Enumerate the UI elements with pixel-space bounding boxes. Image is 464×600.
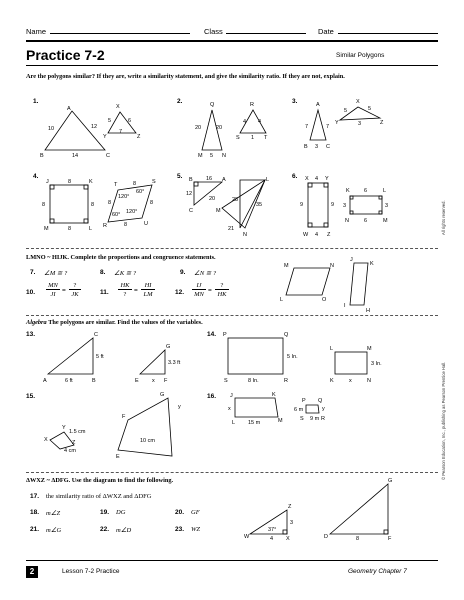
svg-text:R: R <box>103 223 107 229</box>
svg-text:J: J <box>46 179 49 185</box>
instructions-3: Algebra The polygons are similar. Find the values of the variables. <box>26 319 203 326</box>
svg-text:4: 4 <box>258 119 262 125</box>
problem-number-1: 1. <box>33 98 39 105</box>
svg-text:3: 3 <box>290 520 294 526</box>
problem-number-9: 9. <box>180 269 186 276</box>
problem-12-num1: IJ <box>192 282 206 290</box>
svg-text:8: 8 <box>150 200 154 206</box>
problem-number-21: 21. <box>30 526 40 533</box>
svg-text:K: K <box>330 378 334 384</box>
svg-text:12: 12 <box>91 124 98 130</box>
svg-text:L: L <box>280 297 284 303</box>
svg-text:T: T <box>264 135 268 141</box>
class-label: Class <box>204 27 223 36</box>
svg-text:Y: Y <box>325 176 329 182</box>
problem-17-text: the similarity ratio of ΔWXZ and ΔDFG <box>46 493 152 500</box>
svg-text:A: A <box>316 102 320 108</box>
problem-11-den2: LM <box>143 291 153 298</box>
instructions-4: ΔWXZ ~ ΔDFG. Use the diagram to find the following. <box>26 477 174 484</box>
svg-text:D: D <box>324 534 328 540</box>
figure-wxz-dfg <box>230 472 410 552</box>
svg-text:B: B <box>189 177 193 183</box>
svg-text:x: x <box>152 378 155 384</box>
svg-text:F: F <box>164 378 168 384</box>
svg-text:X: X <box>116 104 120 110</box>
svg-text:X: X <box>356 99 360 105</box>
page-title: Practice 7-2 <box>26 47 105 63</box>
name-label: Name <box>26 27 47 36</box>
svg-text:28: 28 <box>232 197 239 203</box>
svg-text:Q: Q <box>318 398 323 404</box>
svg-text:N: N <box>330 263 334 269</box>
footer-chapter: Geometry Chapter 7 <box>348 568 407 575</box>
problem-number-18: 18. <box>30 509 40 516</box>
svg-text:N: N <box>345 218 349 224</box>
svg-text:M: M <box>216 208 221 214</box>
svg-text:6 m: 6 m <box>294 407 304 413</box>
svg-text:120°: 120° <box>126 209 138 215</box>
svg-text:C: C <box>106 153 110 159</box>
svg-text:1.5 cm: 1.5 cm <box>69 429 86 435</box>
svg-text:Y: Y <box>62 425 66 431</box>
svg-text:6: 6 <box>128 118 132 124</box>
problem-22-text: m∠D <box>116 527 132 534</box>
svg-text:12: 12 <box>186 191 193 197</box>
svg-text:K: K <box>272 392 276 398</box>
svg-text:O: O <box>322 297 327 303</box>
svg-text:6: 6 <box>364 218 368 224</box>
svg-text:8: 8 <box>124 222 128 228</box>
svg-text:y: y <box>322 406 325 412</box>
problem-number-23: 23. <box>175 526 185 533</box>
problem-number-13: 13. <box>26 331 36 338</box>
svg-text:9: 9 <box>331 202 335 208</box>
problem-12-den2: HK <box>217 291 227 298</box>
svg-text:9 m: 9 m <box>310 416 320 422</box>
svg-text:J: J <box>230 393 233 399</box>
problem-12-den1: MN <box>194 291 204 298</box>
svg-text:5 ft: 5 ft <box>96 354 104 360</box>
svg-text:7: 7 <box>305 124 309 130</box>
svg-text:M: M <box>44 226 49 232</box>
problem-20-text: GF <box>191 509 200 516</box>
problem-10-den2: JK <box>71 291 79 298</box>
svg-text:W: W <box>303 232 309 238</box>
problem-11-num2: HI <box>141 282 155 290</box>
svg-text:x: x <box>228 406 231 412</box>
svg-text:3.3 ft: 3.3 ft <box>168 360 181 366</box>
svg-text:3: 3 <box>343 203 347 209</box>
svg-text:3: 3 <box>315 144 319 150</box>
problem-number-11: 11. <box>100 289 109 296</box>
svg-text:60°: 60° <box>136 189 145 195</box>
svg-text:G: G <box>166 344 171 350</box>
svg-text:A: A <box>222 177 226 183</box>
svg-text:21: 21 <box>228 226 235 232</box>
svg-text:R: R <box>321 416 325 422</box>
svg-text:S: S <box>300 416 304 422</box>
svg-text:L: L <box>330 346 334 352</box>
svg-text:X: X <box>305 176 309 182</box>
svg-text:37°: 37° <box>268 527 277 533</box>
svg-text:F: F <box>122 414 126 420</box>
page-subtitle: Similar Polygons <box>336 52 385 59</box>
svg-text:15 m: 15 m <box>248 420 261 426</box>
svg-text:8: 8 <box>42 202 46 208</box>
problem-number-8: 8. <box>100 269 106 276</box>
svg-text:4: 4 <box>270 536 274 542</box>
svg-text:14: 14 <box>72 153 79 159</box>
svg-text:C: C <box>94 332 98 338</box>
problem-9-text: ∠N ≅ ? <box>194 270 217 277</box>
svg-text:Z: Z <box>137 134 141 140</box>
svg-text:3: 3 <box>358 121 362 127</box>
page-number: 2 <box>26 566 38 578</box>
svg-text:5: 5 <box>368 106 372 112</box>
svg-text:G: G <box>160 392 165 398</box>
svg-text:35: 35 <box>256 202 263 208</box>
svg-text:A: A <box>67 106 71 112</box>
problem-number-3: 3. <box>292 98 298 105</box>
svg-text:3: 3 <box>385 203 389 209</box>
svg-text:8: 8 <box>68 179 72 185</box>
svg-text:3 In.: 3 In. <box>371 361 382 367</box>
svg-text:5 In.: 5 In. <box>287 354 298 360</box>
svg-text:L: L <box>89 226 93 232</box>
problem-10-num1: MN <box>46 282 60 290</box>
svg-text:S: S <box>224 378 228 384</box>
svg-text:4: 4 <box>243 119 247 125</box>
svg-text:T: T <box>114 182 118 188</box>
problem-18-text: m∠Z <box>46 510 61 517</box>
svg-text:S: S <box>236 135 240 141</box>
svg-text:8 In.: 8 In. <box>248 378 259 384</box>
problem-number-5: 5. <box>177 173 183 180</box>
svg-text:R: R <box>284 378 288 384</box>
svg-text:8: 8 <box>356 536 360 542</box>
svg-text:x: x <box>349 378 352 384</box>
problem-10-den1: JI <box>50 291 56 298</box>
svg-text:L: L <box>232 420 236 426</box>
problem-23-text: WZ <box>191 526 201 533</box>
svg-text:8: 8 <box>68 226 72 232</box>
svg-text:E: E <box>135 378 139 384</box>
svg-text:20: 20 <box>216 125 223 131</box>
svg-text:1: 1 <box>251 135 255 141</box>
svg-text:120°: 120° <box>118 194 130 200</box>
svg-text:M: M <box>383 218 388 224</box>
problem-8-text: ∠K ≅ ? <box>114 270 137 277</box>
svg-text:y: y <box>178 404 181 410</box>
svg-text:Z: Z <box>380 120 384 126</box>
date-label: Date <box>318 27 334 36</box>
problem-11-den1: ? <box>123 291 127 298</box>
svg-text:X: X <box>286 536 290 542</box>
problem-number-10: 10. <box>26 289 36 296</box>
svg-text:5: 5 <box>344 108 348 114</box>
svg-text:K: K <box>370 261 374 267</box>
svg-text:F: F <box>388 536 392 542</box>
problem-7-text: ∠M ≅ ? <box>44 270 68 277</box>
svg-text:I: I <box>344 303 346 309</box>
svg-text:P: P <box>302 398 306 404</box>
svg-text:6: 6 <box>364 188 368 194</box>
svg-text:M: M <box>367 346 372 352</box>
svg-text:Y: Y <box>335 120 339 126</box>
svg-text:Y: Y <box>103 134 107 140</box>
svg-text:Z: Z <box>72 440 76 446</box>
problem-number-15: 15. <box>26 393 36 400</box>
rights-text: All rights reserved. <box>441 200 446 235</box>
problem-number-2: 2. <box>177 98 183 105</box>
problem-11-num1: HK <box>118 282 132 290</box>
svg-text:M: M <box>198 153 203 159</box>
svg-text:B: B <box>92 378 96 384</box>
svg-text:7: 7 <box>326 124 330 130</box>
svg-text:J: J <box>350 257 353 263</box>
svg-text:C: C <box>326 144 330 150</box>
svg-text:W: W <box>244 534 250 540</box>
svg-text:4: 4 <box>315 176 319 182</box>
svg-text:N: N <box>367 378 371 384</box>
svg-text:4: 4 <box>315 232 319 238</box>
svg-text:S: S <box>152 179 156 185</box>
svg-text:L: L <box>383 188 387 194</box>
svg-text:U: U <box>144 221 148 227</box>
svg-text:10: 10 <box>48 126 55 132</box>
svg-text:L: L <box>266 177 270 183</box>
instructions-1: Are the polygons similar? If they are, write a similarity statement, and give the similarity ratio. If they are not, explain. <box>26 73 345 80</box>
problem-21-text: m∠G <box>46 527 62 534</box>
problem-number-17: 17. <box>30 493 40 500</box>
problem-number-22: 22. <box>100 526 110 533</box>
problem-number-12: 12. <box>175 289 185 296</box>
svg-text:4 cm: 4 cm <box>64 448 76 454</box>
svg-text:K: K <box>346 188 350 194</box>
svg-text:B: B <box>40 153 44 159</box>
problem-19-text: DG <box>116 509 126 516</box>
svg-text:9: 9 <box>300 202 304 208</box>
footer-rule <box>26 560 438 561</box>
svg-text:E: E <box>116 454 120 460</box>
problem-number-7: 7. <box>30 269 36 276</box>
svg-text:Q: Q <box>210 102 215 108</box>
svg-text:H: H <box>366 308 370 314</box>
problem-10-num2: ? <box>69 282 81 290</box>
svg-text:Q: Q <box>284 332 289 338</box>
problem-12-num2: ? <box>215 282 229 290</box>
svg-text:5: 5 <box>210 153 214 159</box>
problem-number-14: 14. <box>207 331 217 338</box>
svg-text:60°: 60° <box>112 212 121 218</box>
svg-text:B: B <box>304 144 308 150</box>
svg-text:G: G <box>388 478 393 484</box>
svg-text:20: 20 <box>209 196 216 202</box>
svg-text:10 cm: 10 cm <box>140 438 155 444</box>
svg-text:X: X <box>44 437 48 443</box>
svg-text:R: R <box>250 102 254 108</box>
problem-number-20: 20. <box>175 509 185 516</box>
svg-text:N: N <box>243 232 247 238</box>
svg-text:8: 8 <box>91 202 95 208</box>
svg-text:K: K <box>89 179 93 185</box>
svg-text:N: N <box>222 153 226 159</box>
svg-text:C: C <box>189 208 193 214</box>
svg-text:6 ft: 6 ft <box>65 378 73 384</box>
svg-text:8: 8 <box>133 181 137 187</box>
problem-number-4: 4. <box>33 173 39 180</box>
svg-text:16: 16 <box>206 176 213 182</box>
problem-number-6: 6. <box>292 173 298 180</box>
publisher-text: © Pearson Education, Inc., publishing as Pearson Prentice Hall. <box>441 361 446 480</box>
svg-text:Z: Z <box>327 232 331 238</box>
svg-text:5: 5 <box>108 118 112 124</box>
svg-text:A: A <box>43 378 47 384</box>
svg-text:8: 8 <box>108 200 112 206</box>
svg-text:P: P <box>223 332 227 338</box>
instructions-2: LMNO ~ HIJK. Complete the proportions and congruence statements. <box>26 254 216 261</box>
svg-text:M: M <box>278 418 283 424</box>
svg-text:Z: Z <box>288 504 292 510</box>
svg-text:7: 7 <box>119 129 123 135</box>
problem-number-16: 16. <box>207 393 217 400</box>
footer-lesson: Lesson 7-2 Practice <box>62 568 120 575</box>
svg-text:20: 20 <box>195 125 202 131</box>
problem-number-19: 19. <box>100 509 110 516</box>
svg-text:M: M <box>284 263 289 269</box>
